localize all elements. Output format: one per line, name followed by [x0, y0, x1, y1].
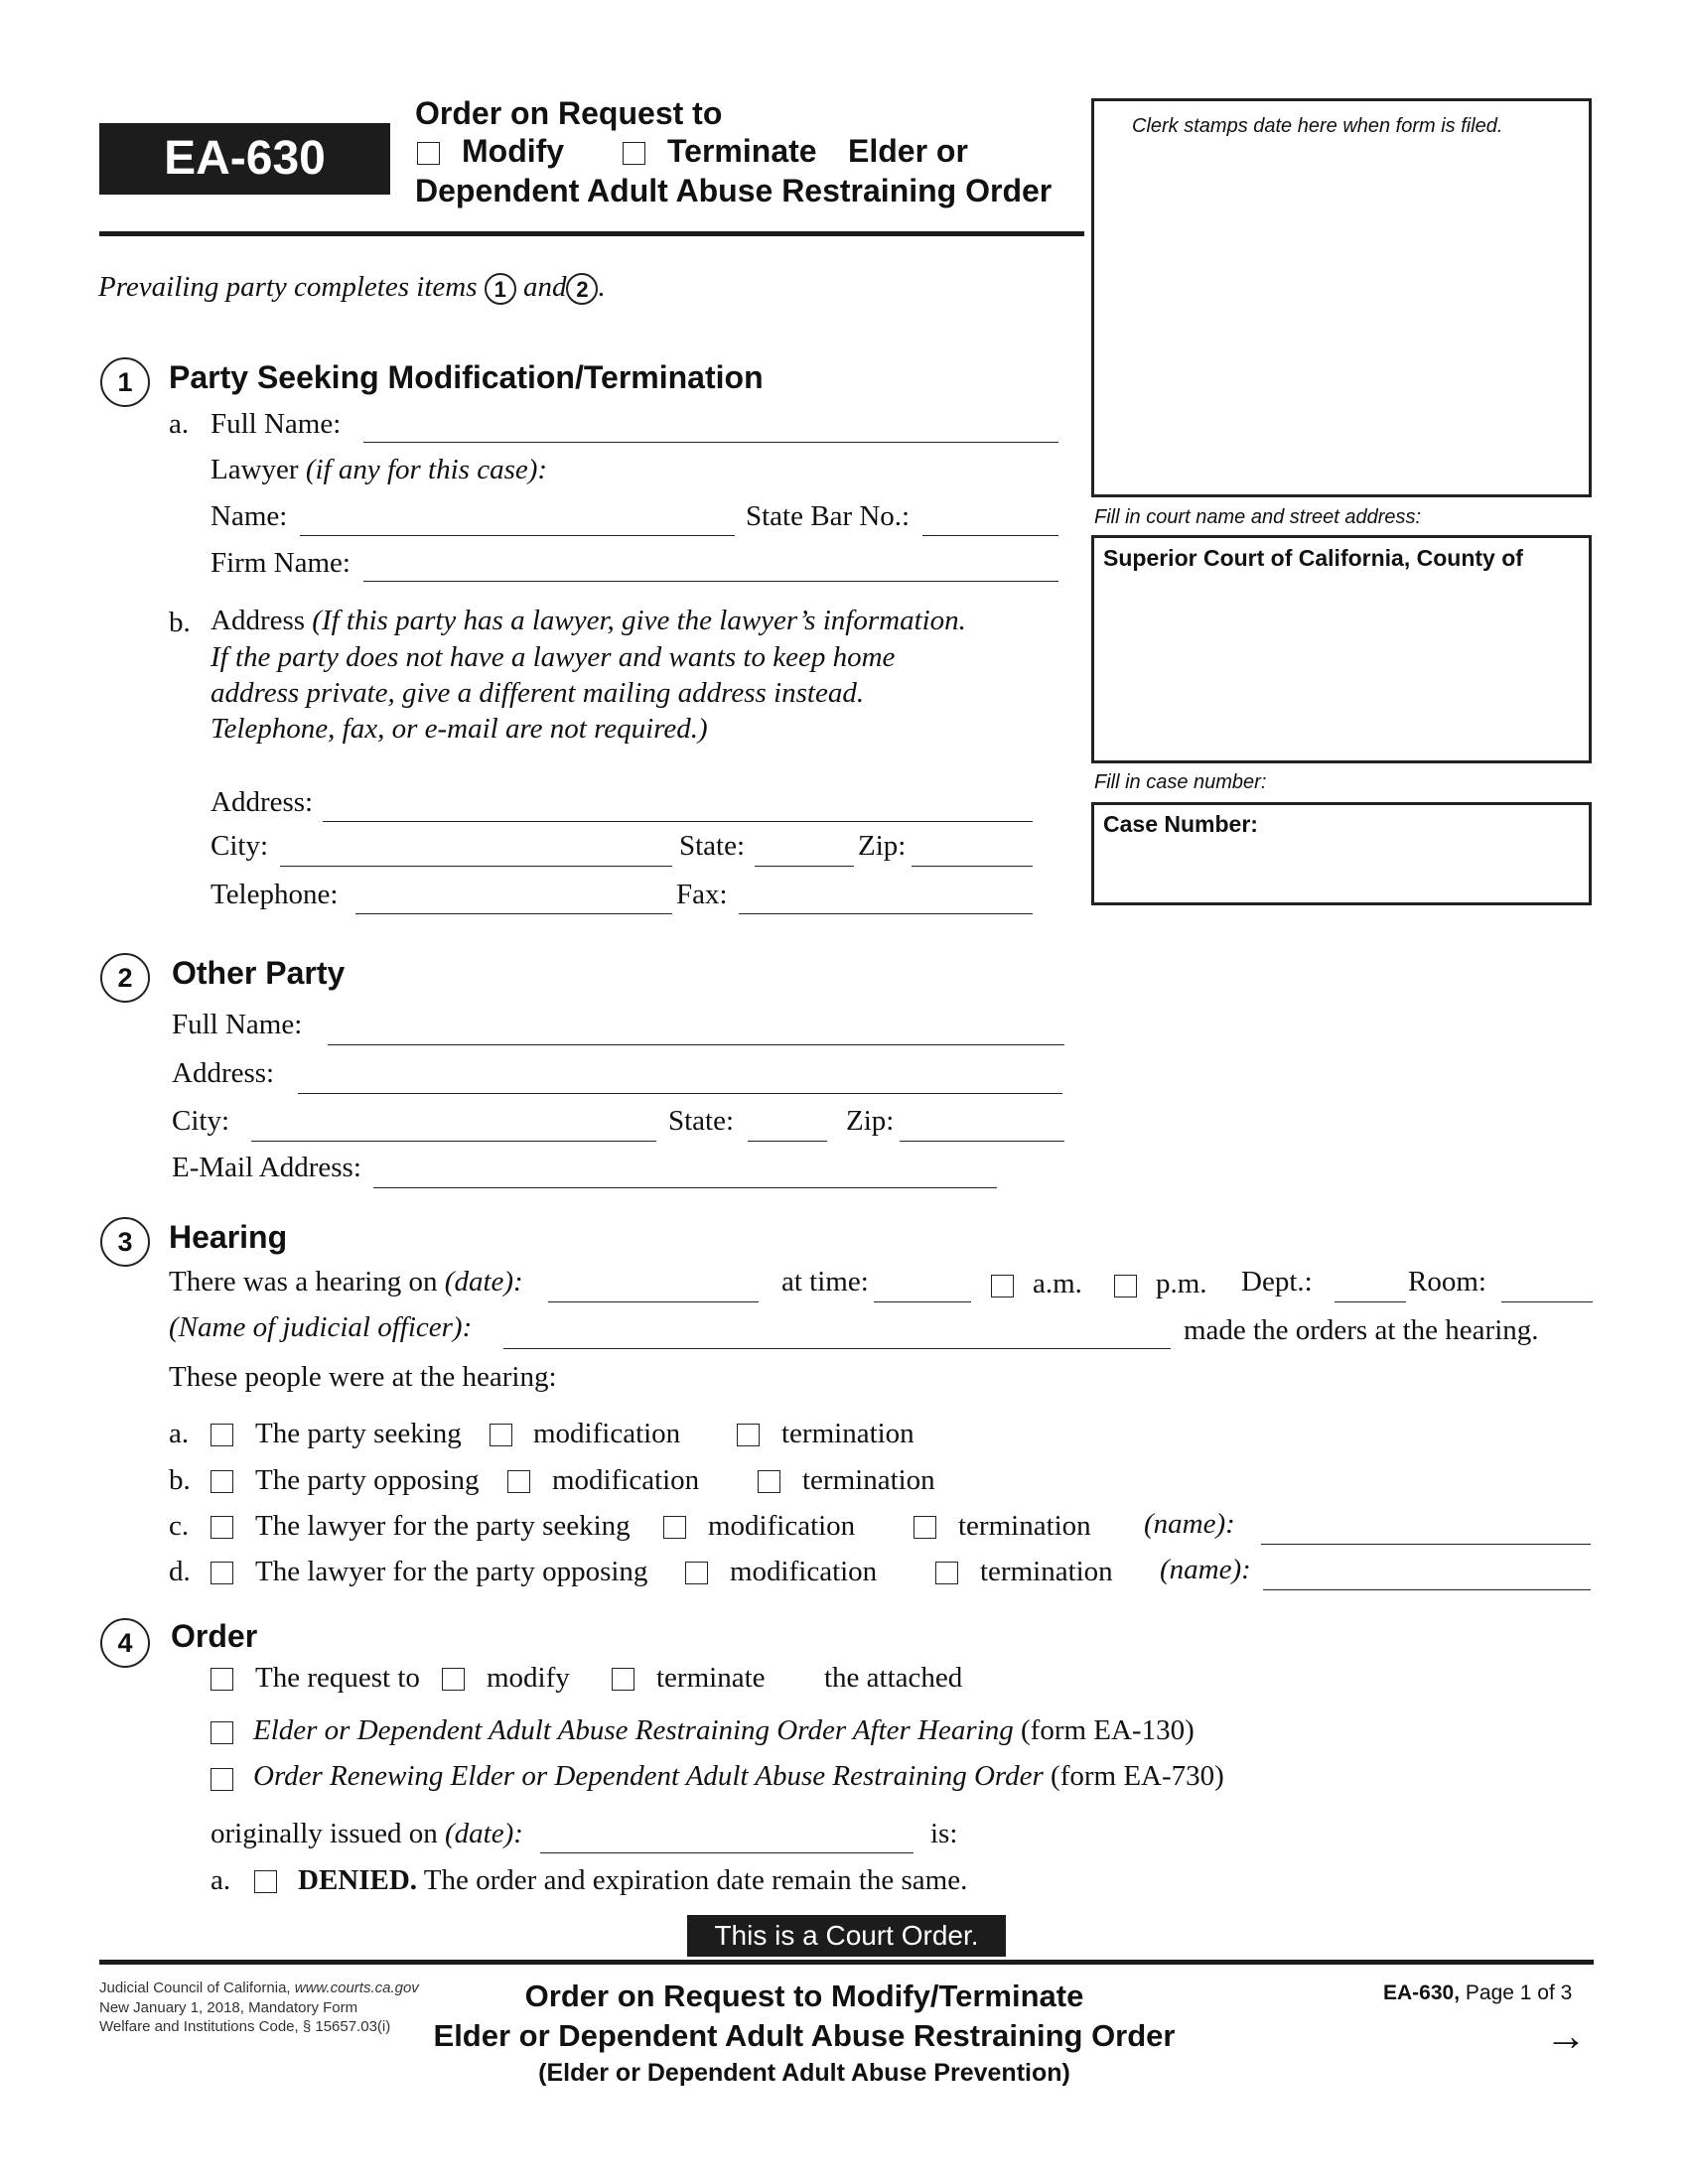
s1-zip-label: Zip: [858, 830, 907, 862]
s4-attached-label: the attached [824, 1662, 963, 1694]
s1-state-bar-input[interactable] [922, 535, 1058, 536]
s3-row-a-modification-label: modification [533, 1418, 681, 1449]
s2-address-input[interactable] [298, 1093, 1062, 1094]
footer-code: Welfare and Institutions Code, § 15657.03(i) [99, 2018, 391, 2035]
s4-a-marker: a. [211, 1864, 231, 1896]
form-title-line3: Dependent Adult Abuse Restraining Order [415, 173, 1053, 208]
intro-item2-badge: 2 [566, 273, 598, 305]
form-title-line1: Order on Request to [415, 95, 723, 131]
s3-dept-label: Dept.: [1241, 1266, 1313, 1297]
s1-address-note-3: address private, give a different mailing address instead. [211, 677, 865, 709]
footer-revision: New January 1, 2018, Mandatory Form [99, 1999, 358, 2016]
s3-time-input[interactable] [874, 1301, 971, 1302]
s3-row-c-name-label: (name): [1144, 1508, 1235, 1540]
s3-hearing-on-label: There was a hearing on (date): [169, 1266, 523, 1297]
court-name-text: Superior Court of California, County of [1103, 545, 1523, 571]
next-page-arrow-icon[interactable]: → [1545, 2012, 1587, 2059]
footer-rule [99, 1960, 1594, 1965]
s3-row-c-modification-label: modification [708, 1510, 856, 1542]
court-order-banner: This is a Court Order. [687, 1915, 1006, 1957]
s3-row-d-label: The lawyer for the party opposing [255, 1556, 648, 1587]
s1-state-input[interactable] [755, 866, 854, 867]
footer-title-3: (Elder or Dependent Adult Abuse Prevention) [538, 2059, 1070, 2087]
s3-row-d-modification-checkbox[interactable] [685, 1562, 708, 1584]
section4-title: Order [171, 1618, 258, 1654]
s1-telephone-input[interactable] [355, 913, 672, 914]
footer-page: EA-630, Page 1 of 3 [1383, 1981, 1573, 2004]
s4-ea730-checkbox[interactable] [211, 1768, 233, 1791]
s4-modify-checkbox[interactable] [442, 1668, 465, 1691]
s4-terminate-checkbox[interactable] [612, 1668, 634, 1691]
section4-number: 4 [100, 1618, 150, 1668]
s1-telephone-label: Telephone: [211, 879, 339, 910]
s2-address-label: Address: [172, 1057, 275, 1089]
s1-firm-name-input[interactable] [363, 581, 1058, 582]
s3-room-input[interactable] [1501, 1301, 1593, 1302]
s2-email-input[interactable] [373, 1187, 997, 1188]
s3-made-orders-text: made the orders at the hearing. [1184, 1314, 1539, 1346]
s3-row-a-marker: a. [169, 1418, 190, 1449]
s3-row-d-checkbox[interactable] [211, 1562, 233, 1584]
footer-council-url[interactable]: www.courts.ca.gov [294, 1979, 419, 1996]
s1-city-input[interactable] [280, 866, 672, 867]
s3-room-label: Room: [1408, 1266, 1486, 1297]
footer-council: Judicial Council of California, www.courts.ca.gov [99, 1979, 419, 1996]
s3-row-a-modification-checkbox[interactable] [490, 1424, 512, 1446]
s2-zip-label: Zip: [846, 1105, 895, 1137]
s2-full-name-label: Full Name: [172, 1009, 303, 1040]
s2-email-label: E-Mail Address: [172, 1152, 361, 1183]
section3-title: Hearing [169, 1219, 288, 1255]
s3-at-time-label: at time: [781, 1266, 869, 1297]
s3-row-c-checkbox[interactable] [211, 1516, 233, 1539]
s2-full-name-input[interactable] [328, 1044, 1064, 1045]
s1-b-marker: b. [169, 607, 191, 638]
intro-item1-badge: 1 [485, 273, 516, 305]
footer-title-1: Order on Request to Modify/Terminate [524, 1979, 1084, 2013]
s4-ea130-checkbox[interactable] [211, 1721, 233, 1744]
s3-row-a-label: The party seeking [255, 1418, 462, 1449]
s3-people-label: These people were at the hearing: [169, 1361, 557, 1393]
s3-judicial-officer-label: (Name of judicial officer): [169, 1311, 473, 1343]
s3-row-c-termination-checkbox[interactable] [914, 1516, 936, 1539]
s3-row-b-modification-checkbox[interactable] [507, 1470, 530, 1493]
section2-number: 2 [100, 953, 150, 1003]
s1-firm-name-label: Firm Name: [211, 547, 351, 579]
terminate-title-label: Terminate [667, 133, 817, 169]
s1-lawyer-label: Lawyer (if any for this case): [211, 454, 548, 485]
s3-row-a-checkbox[interactable] [211, 1424, 233, 1446]
s1-address-note-4: Telephone, fax, or e-mail are not required.) [211, 713, 708, 745]
form-title-line2-tail: Elder or [848, 133, 968, 169]
s4-originally-label: originally issued on (date): [211, 1818, 523, 1849]
s2-zip-input[interactable] [900, 1141, 1064, 1142]
s3-row-d-marker: d. [169, 1556, 191, 1587]
s1-state-bar-label: State Bar No.: [746, 500, 911, 532]
s1-full-name-input[interactable] [363, 442, 1058, 443]
s1-address-heading: Address (If this party has a lawyer, give the lawyer’s information. [211, 605, 966, 636]
s1-address-note-2: If the party does not have a lawyer and wants to keep home [211, 641, 896, 673]
section2-title: Other Party [172, 955, 346, 991]
s3-row-c-name-input[interactable] [1261, 1544, 1591, 1545]
s4-terminate-label: terminate [656, 1662, 766, 1694]
s3-row-b-checkbox[interactable] [211, 1470, 233, 1493]
header-rule [99, 231, 1084, 236]
s4-denied-label: DENIED. The order and expiration date remain the same. [298, 1864, 968, 1896]
s2-state-label: State: [668, 1105, 735, 1137]
s1-a-marker: a. [169, 408, 190, 440]
s2-city-input[interactable] [251, 1141, 656, 1142]
s4-ea730-label: Order Renewing Elder or Dependent Adult Abuse Restraining Order (form EA-730) [253, 1760, 1224, 1792]
s3-row-b-termination-checkbox[interactable] [758, 1470, 780, 1493]
terminate-title-checkbox[interactable] [623, 142, 645, 165]
s3-pm-checkbox[interactable] [1114, 1275, 1137, 1297]
s1-zip-input[interactable] [912, 866, 1033, 867]
s1-state-label: State: [679, 830, 746, 862]
case-number-hint: Fill in case number: [1094, 771, 1267, 793]
s3-row-b-termination-label: termination [802, 1464, 935, 1496]
s3-row-c-modification-checkbox[interactable] [663, 1516, 686, 1539]
s3-row-b-marker: b. [169, 1464, 191, 1496]
s3-hearing-date-input[interactable] [548, 1301, 759, 1302]
section1-number: 1 [100, 357, 150, 407]
s3-row-c-marker: c. [169, 1510, 190, 1542]
s3-dept-input[interactable] [1335, 1301, 1406, 1302]
form-id-badge: EA-630 [99, 123, 390, 195]
s3-pm-label: p.m. [1156, 1268, 1207, 1299]
case-number-label: Case Number: [1103, 811, 1258, 837]
intro-text: Prevailing party completes items 1 and 2 . [98, 272, 606, 305]
s3-row-b-label: The party opposing [255, 1464, 480, 1496]
s3-row-c-termination-label: termination [958, 1510, 1091, 1542]
section1-title: Party Seeking Modification/Termination [169, 359, 764, 395]
s4-is-label: is: [930, 1818, 958, 1849]
s3-row-a-termination-label: termination [781, 1418, 914, 1449]
s1-city-label: City: [211, 830, 269, 862]
s2-state-input[interactable] [748, 1141, 827, 1142]
s1-address-input[interactable] [323, 821, 1033, 822]
s1-full-name-label: Full Name: [211, 408, 342, 440]
footer-title-2: Elder or Dependent Adult Abuse Restraining Order [433, 2018, 1176, 2053]
s3-row-d-termination-checkbox[interactable] [935, 1562, 958, 1584]
clerk-stamp-text: Clerk stamps date here when form is filed. [1132, 115, 1503, 137]
s3-row-d-name-label: (name): [1160, 1554, 1251, 1585]
s4-request-checkbox[interactable] [211, 1668, 233, 1691]
s1-lawyer-name-label: Name: [211, 500, 288, 532]
clerk-stamp-box [1091, 98, 1592, 497]
modify-title-checkbox[interactable] [417, 142, 440, 165]
s3-judicial-officer-input[interactable] [503, 1348, 1171, 1349]
s3-row-d-termination-label: termination [980, 1556, 1113, 1587]
s3-am-checkbox[interactable] [991, 1275, 1014, 1297]
s4-modify-label: modify [487, 1662, 570, 1694]
case-number-box[interactable] [1091, 802, 1592, 905]
section3-number: 3 [100, 1217, 150, 1267]
s1-fax-input[interactable] [739, 913, 1033, 914]
s3-row-b-modification-label: modification [552, 1464, 700, 1496]
s1-fax-label: Fax: [676, 879, 728, 910]
s2-city-label: City: [172, 1105, 230, 1137]
s3-row-a-termination-checkbox[interactable] [737, 1424, 760, 1446]
s1-lawyer-name-input[interactable] [300, 535, 735, 536]
court-name-hint: Fill in court name and street address: [1094, 506, 1422, 528]
modify-title-label: Modify [462, 133, 565, 169]
s4-request-label: The request to [255, 1662, 420, 1694]
s3-row-d-name-input[interactable] [1263, 1589, 1591, 1590]
s4-ea130-label: Elder or Dependent Adult Abuse Restraining Order After Hearing (form EA-130) [253, 1714, 1195, 1746]
court-name-box[interactable] [1091, 535, 1592, 763]
s4-original-date-input[interactable] [540, 1852, 914, 1853]
s4-denied-checkbox[interactable] [254, 1870, 277, 1893]
s3-row-c-label: The lawyer for the party seeking [255, 1510, 631, 1542]
s3-row-d-modification-label: modification [730, 1556, 878, 1587]
s3-am-label: a.m. [1033, 1268, 1082, 1299]
s1-address-label: Address: [211, 786, 314, 818]
